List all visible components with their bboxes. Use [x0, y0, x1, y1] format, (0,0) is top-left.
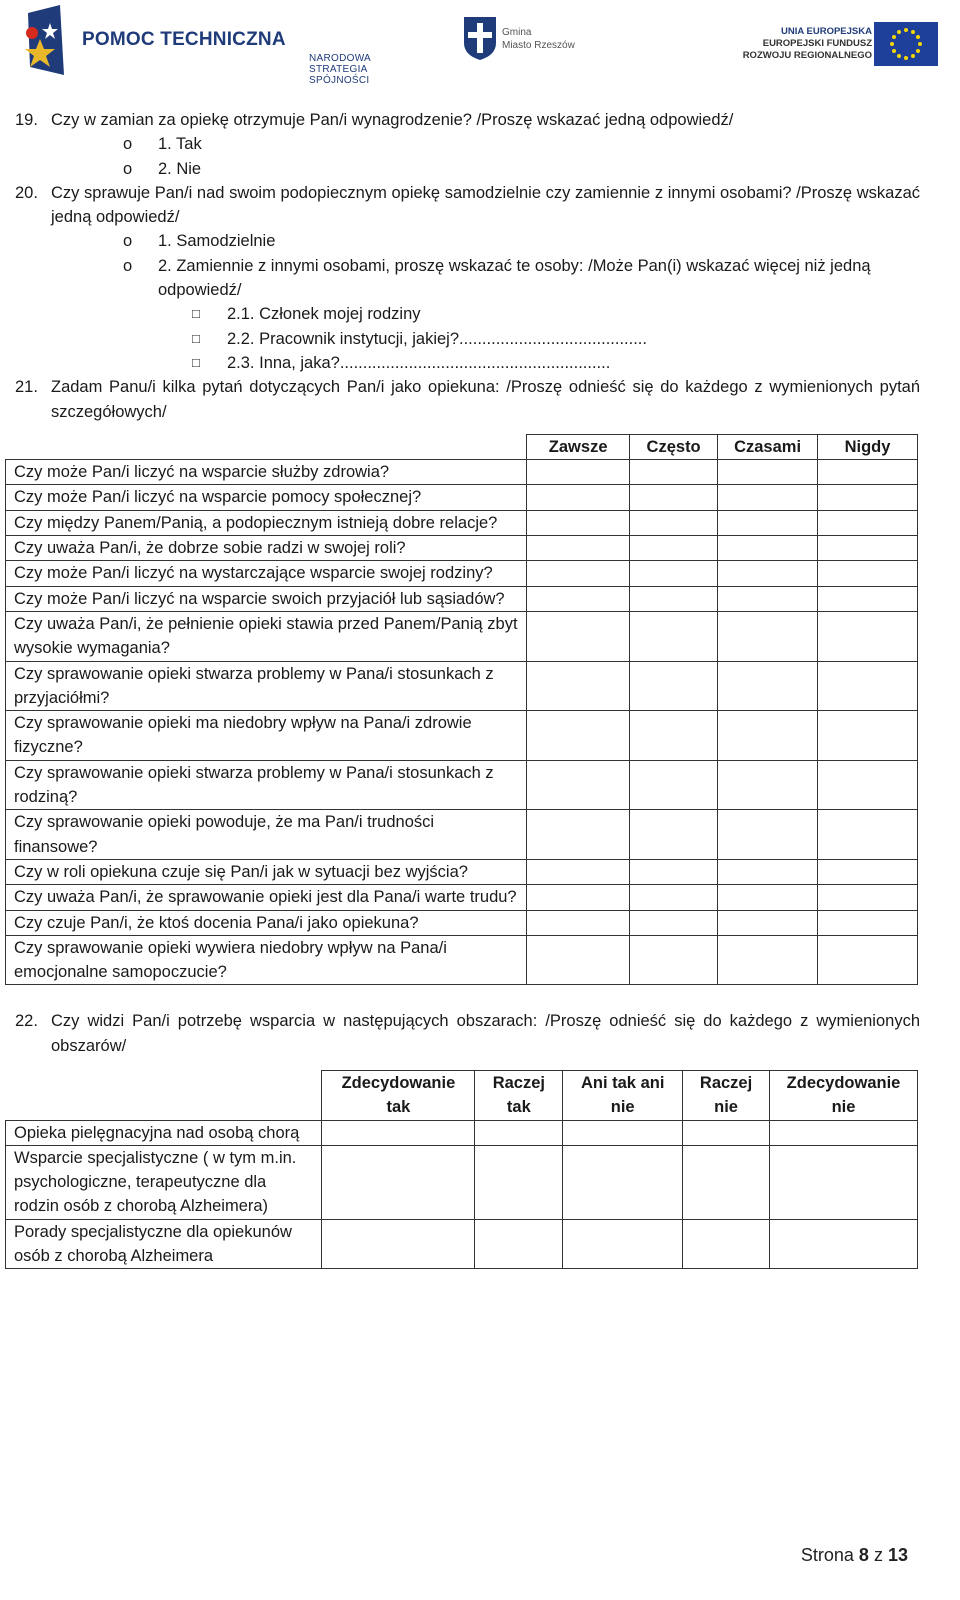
logo-right-line1: UNIA EUROPEJSKA [781, 26, 872, 37]
table-row [6, 910, 918, 935]
star-emblem-icon [20, 5, 78, 77]
question-22 [0, 1009, 960, 1058]
answer-cell[interactable] [718, 859, 818, 884]
answer-cell[interactable] [818, 536, 918, 561]
table-row [6, 810, 918, 860]
answer-cell[interactable] [770, 1120, 918, 1145]
checkbox-icon: □ [192, 354, 200, 370]
answer-cell[interactable] [818, 611, 918, 661]
answer-cell[interactable] [683, 1219, 770, 1269]
answer-cell[interactable] [818, 485, 918, 510]
answer-cell[interactable] [527, 711, 630, 761]
answer-cell[interactable] [718, 485, 818, 510]
page-footer [801, 1545, 908, 1566]
logo-mid-line2: Miasto Rzeszów [502, 40, 575, 51]
table-row [6, 885, 918, 910]
answer-cell[interactable] [718, 460, 818, 485]
row-question: Czy uważa Pan/i, że dobrze sobie radzi w swojej roli? [6, 536, 527, 561]
answer-cell[interactable] [527, 485, 630, 510]
page-separator: z [873, 1545, 883, 1565]
question-text: Zadam Panu/i kilka pytań dotyczących Pan/i jako opiekuna: /Proszę odnieść się do każdego z wymienionych pytań szczegółowych/ [51, 378, 920, 421]
answer-cell[interactable] [630, 661, 718, 711]
column-header: Ani tak ani nie [563, 1070, 683, 1120]
logo-left-title: POMOC TECHNICZNA [82, 29, 286, 50]
answer-cell[interactable] [818, 510, 918, 535]
option-label: 2. Nie [158, 159, 202, 178]
bullet-icon: o [123, 256, 133, 275]
answer-cell[interactable] [527, 760, 630, 810]
row-question: Czy sprawowanie opieki powoduje, że ma Pan/i trudności finansowe? [6, 810, 527, 860]
row-question: Czy może Pan/i liczyć na wystarczające wsparcie swojej rodziny? [6, 561, 527, 586]
rzeszow-shield-icon [462, 15, 498, 61]
answer-cell[interactable] [718, 661, 818, 711]
answer-cell[interactable] [818, 810, 918, 860]
answer-cell[interactable] [527, 810, 630, 860]
answer-cell[interactable] [630, 711, 718, 761]
question-number: 19. [15, 111, 38, 129]
table-row [6, 536, 918, 561]
answer-cell[interactable] [818, 661, 918, 711]
table-row [6, 485, 918, 510]
logo-mid-line1: Gmina [502, 27, 532, 38]
answer-cell[interactable] [322, 1120, 475, 1145]
answer-cell[interactable] [718, 885, 818, 910]
answer-cell[interactable] [563, 1145, 683, 1219]
row-question: Opieka pielęgnacyjna nad osobą chorą [6, 1120, 322, 1145]
answer-cell[interactable] [475, 1145, 563, 1219]
question-number: 21. [15, 378, 38, 397]
answer-cell[interactable] [527, 611, 630, 661]
table-header-row [6, 434, 918, 459]
sub-option-item[interactable] [0, 351, 960, 375]
eu-flag-icon [874, 22, 938, 66]
question-text: Czy widzi Pan/i potrzebę wsparcia w następujących obszarach: /Proszę odnieść się do każdego z wymienionych obszarów/ [51, 1012, 920, 1055]
answer-cell[interactable] [818, 885, 918, 910]
answer-cell[interactable] [527, 460, 630, 485]
option-item[interactable] [0, 157, 960, 181]
column-header: Czasami [718, 434, 818, 459]
current-page: 8 [858, 1545, 869, 1565]
sub-option-item[interactable] [0, 327, 960, 351]
column-header: Zawsze [527, 434, 630, 459]
answer-cell[interactable] [718, 760, 818, 810]
answer-cell[interactable] [818, 760, 918, 810]
answer-cell[interactable] [718, 935, 818, 985]
bullet-icon: o [123, 159, 133, 178]
table-header-row [6, 1070, 918, 1120]
answer-cell[interactable] [630, 485, 718, 510]
column-header: Raczej nie [683, 1070, 770, 1120]
question-21 [0, 375, 960, 424]
row-question: Czy może Pan/i liczyć na wsparcie służby zdrowia? [6, 460, 527, 485]
question-number: 22. [15, 1012, 38, 1031]
sub-option-label: 2.3. Inna, jaka?........................................................... [227, 353, 611, 372]
row-question: Czy sprawowanie opieki stwarza problemy w Pana/i stosunkach z przyjaciółmi? [6, 661, 527, 711]
answer-cell[interactable] [818, 460, 918, 485]
table-row [6, 1145, 918, 1219]
row-question: Czy sprawowanie opieki wywiera niedobry wpływ na Pana/i emocjonalne samopoczucie? [6, 935, 527, 985]
frequency-table-body [6, 460, 918, 985]
document-body [0, 108, 960, 1269]
answer-cell[interactable] [718, 910, 818, 935]
total-pages: 13 [887, 1545, 908, 1565]
row-question: Czy czuje Pan/i, że ktoś docenia Pana/i jako opiekuna? [6, 910, 527, 935]
column-header: Zdecydowanie tak [322, 1070, 475, 1120]
table-row [6, 859, 918, 884]
option-label: 1. Tak [158, 135, 202, 154]
checkbox-icon: □ [192, 306, 200, 322]
row-question: Wsparcie specjalistyczne ( w tym m.in. psychologiczne, terapeutyczne dla rodzin osób z chorobą Alzheimera) [6, 1145, 322, 1219]
page-label: Strona [800, 1545, 854, 1565]
answer-cell[interactable] [818, 561, 918, 586]
row-question: Czy uważa Pan/i, że pełnienie opieki stawia przed Panem/Panią zbyt wysokie wymagania? [6, 611, 527, 661]
answer-cell[interactable] [630, 885, 718, 910]
answer-cell[interactable] [630, 810, 718, 860]
option-item[interactable] [0, 132, 960, 156]
option-item[interactable] [0, 229, 960, 253]
table-row [6, 561, 918, 586]
answer-cell[interactable] [818, 586, 918, 611]
row-question: Czy może Pan/i liczyć na wsparcie pomocy społecznej? [6, 485, 527, 510]
answer-cell[interactable] [527, 935, 630, 985]
answer-cell[interactable] [527, 885, 630, 910]
question-19 [0, 108, 960, 132]
answer-cell[interactable] [630, 935, 718, 985]
row-question: Czy sprawowanie opieki ma niedobry wpływ na Pana/i zdrowie fizyczne? [6, 711, 527, 761]
question-text: Czy sprawuje Pan/i nad swoim podopiecznym opiekę samodzielnie czy zamiennie z innymi osobami? /Proszę wskazać jedną odpowiedź/ [51, 183, 920, 227]
answer-cell[interactable] [630, 561, 718, 586]
column-header: Raczej tak [475, 1070, 563, 1120]
table-row [6, 510, 918, 535]
answer-cell[interactable] [630, 760, 718, 810]
row-question: Czy sprawowanie opieki stwarza problemy w Pana/i stosunkach z rodziną? [6, 760, 527, 810]
table-row [6, 1219, 918, 1269]
answer-cell[interactable] [475, 1219, 563, 1269]
table-row [6, 760, 918, 810]
row-question: Porady specjalistyczne dla opiekunów osób z chorobą Alzheimera [6, 1219, 322, 1269]
answer-cell[interactable] [527, 910, 630, 935]
answer-cell[interactable] [683, 1145, 770, 1219]
column-header: Nigdy [818, 434, 918, 459]
answer-cell[interactable] [630, 510, 718, 535]
answer-cell[interactable] [527, 536, 630, 561]
table-row [6, 460, 918, 485]
pomoc-techniczna-logo [20, 5, 371, 86]
sub-option-label: 2.2. Pracownik instytucji, jakiej?......................................... [227, 329, 647, 348]
answer-cell[interactable] [718, 510, 818, 535]
answer-cell[interactable] [630, 611, 718, 661]
answer-cell[interactable] [683, 1120, 770, 1145]
frequency-table [5, 434, 918, 986]
answer-cell[interactable] [563, 1219, 683, 1269]
table-row [6, 1120, 918, 1145]
answer-cell[interactable] [322, 1145, 475, 1219]
rzeszow-logo [462, 15, 592, 70]
answer-cell[interactable] [527, 661, 630, 711]
answer-cell[interactable] [718, 810, 818, 860]
logo-right-line3: ROZWOJU REGIONALNEGO [742, 50, 872, 61]
row-question: Czy może Pan/i liczyć na wsparcie swoich przyjaciół lub sąsiadów? [6, 586, 527, 611]
table-row [6, 586, 918, 611]
answer-cell[interactable] [818, 935, 918, 985]
logo-left-subtitle: NARODOWA STRATEGIA SPÓJNOŚCI [309, 53, 371, 86]
answer-cell[interactable] [718, 536, 818, 561]
answer-cell[interactable] [630, 586, 718, 611]
bullet-icon: o [123, 232, 133, 251]
logo-right-line2: EUROPEJSKI FUNDUSZ [762, 38, 872, 49]
answer-cell[interactable] [630, 859, 718, 884]
table-corner [6, 1070, 322, 1120]
answer-cell[interactable] [718, 586, 818, 611]
column-header: Zdecydowanie nie [770, 1070, 918, 1120]
row-question: Czy między Panem/Panią, a podopiecznym istnieją dobre relacje? [6, 510, 527, 535]
page-header [0, 0, 960, 90]
answer-cell[interactable] [527, 510, 630, 535]
answer-cell[interactable] [770, 1219, 918, 1269]
table-row [6, 611, 918, 661]
answer-cell[interactable] [770, 1145, 918, 1219]
sub-option-label: 2.1. Członek mojej rodziny [227, 305, 421, 324]
checkbox-icon: □ [192, 330, 200, 346]
answer-cell[interactable] [630, 536, 718, 561]
answer-cell[interactable] [718, 561, 818, 586]
answer-cell[interactable] [718, 711, 818, 761]
question-20 [0, 181, 960, 230]
answer-cell[interactable] [527, 561, 630, 586]
option-label: 2. Zamiennie z innymi osobami, proszę wskazać te osoby: /Może Pan(i) wskazać więcej niż jedną odpowiedź/ [158, 256, 871, 300]
answer-cell[interactable] [818, 859, 918, 884]
sub-option-item[interactable] [0, 302, 960, 326]
bullet-icon: o [123, 135, 133, 154]
answer-cell[interactable] [527, 859, 630, 884]
answer-cell[interactable] [527, 586, 630, 611]
eu-logo [742, 22, 950, 67]
answer-cell[interactable] [630, 910, 718, 935]
support-needs-table-body [6, 1120, 918, 1269]
option-label: 1. Samodzielnie [158, 232, 276, 251]
table-row [6, 935, 918, 985]
answer-cell[interactable] [630, 460, 718, 485]
answer-cell[interactable] [475, 1120, 563, 1145]
table-row [6, 661, 918, 711]
answer-cell[interactable] [563, 1120, 683, 1145]
option-item[interactable] [0, 254, 960, 303]
row-question: Czy uważa Pan/i, że sprawowanie opieki jest dla Pana/i warte trudu? [6, 885, 527, 910]
question-number: 20. [15, 183, 38, 202]
column-header: Często [630, 434, 718, 459]
row-question: Czy w roli opiekuna czuje się Pan/i jak w sytuacji bez wyjścia? [6, 859, 527, 884]
answer-cell[interactable] [322, 1219, 475, 1269]
answer-cell[interactable] [718, 611, 818, 661]
table-corner [6, 434, 527, 459]
table-row [6, 711, 918, 761]
answer-cell[interactable] [818, 711, 918, 761]
support-needs-table [5, 1070, 918, 1269]
question-text: Czy w zamian za opiekę otrzymuje Pan/i wynagrodzenie? /Proszę wskazać jedną odpowiedź/ [51, 111, 734, 129]
answer-cell[interactable] [818, 910, 918, 935]
